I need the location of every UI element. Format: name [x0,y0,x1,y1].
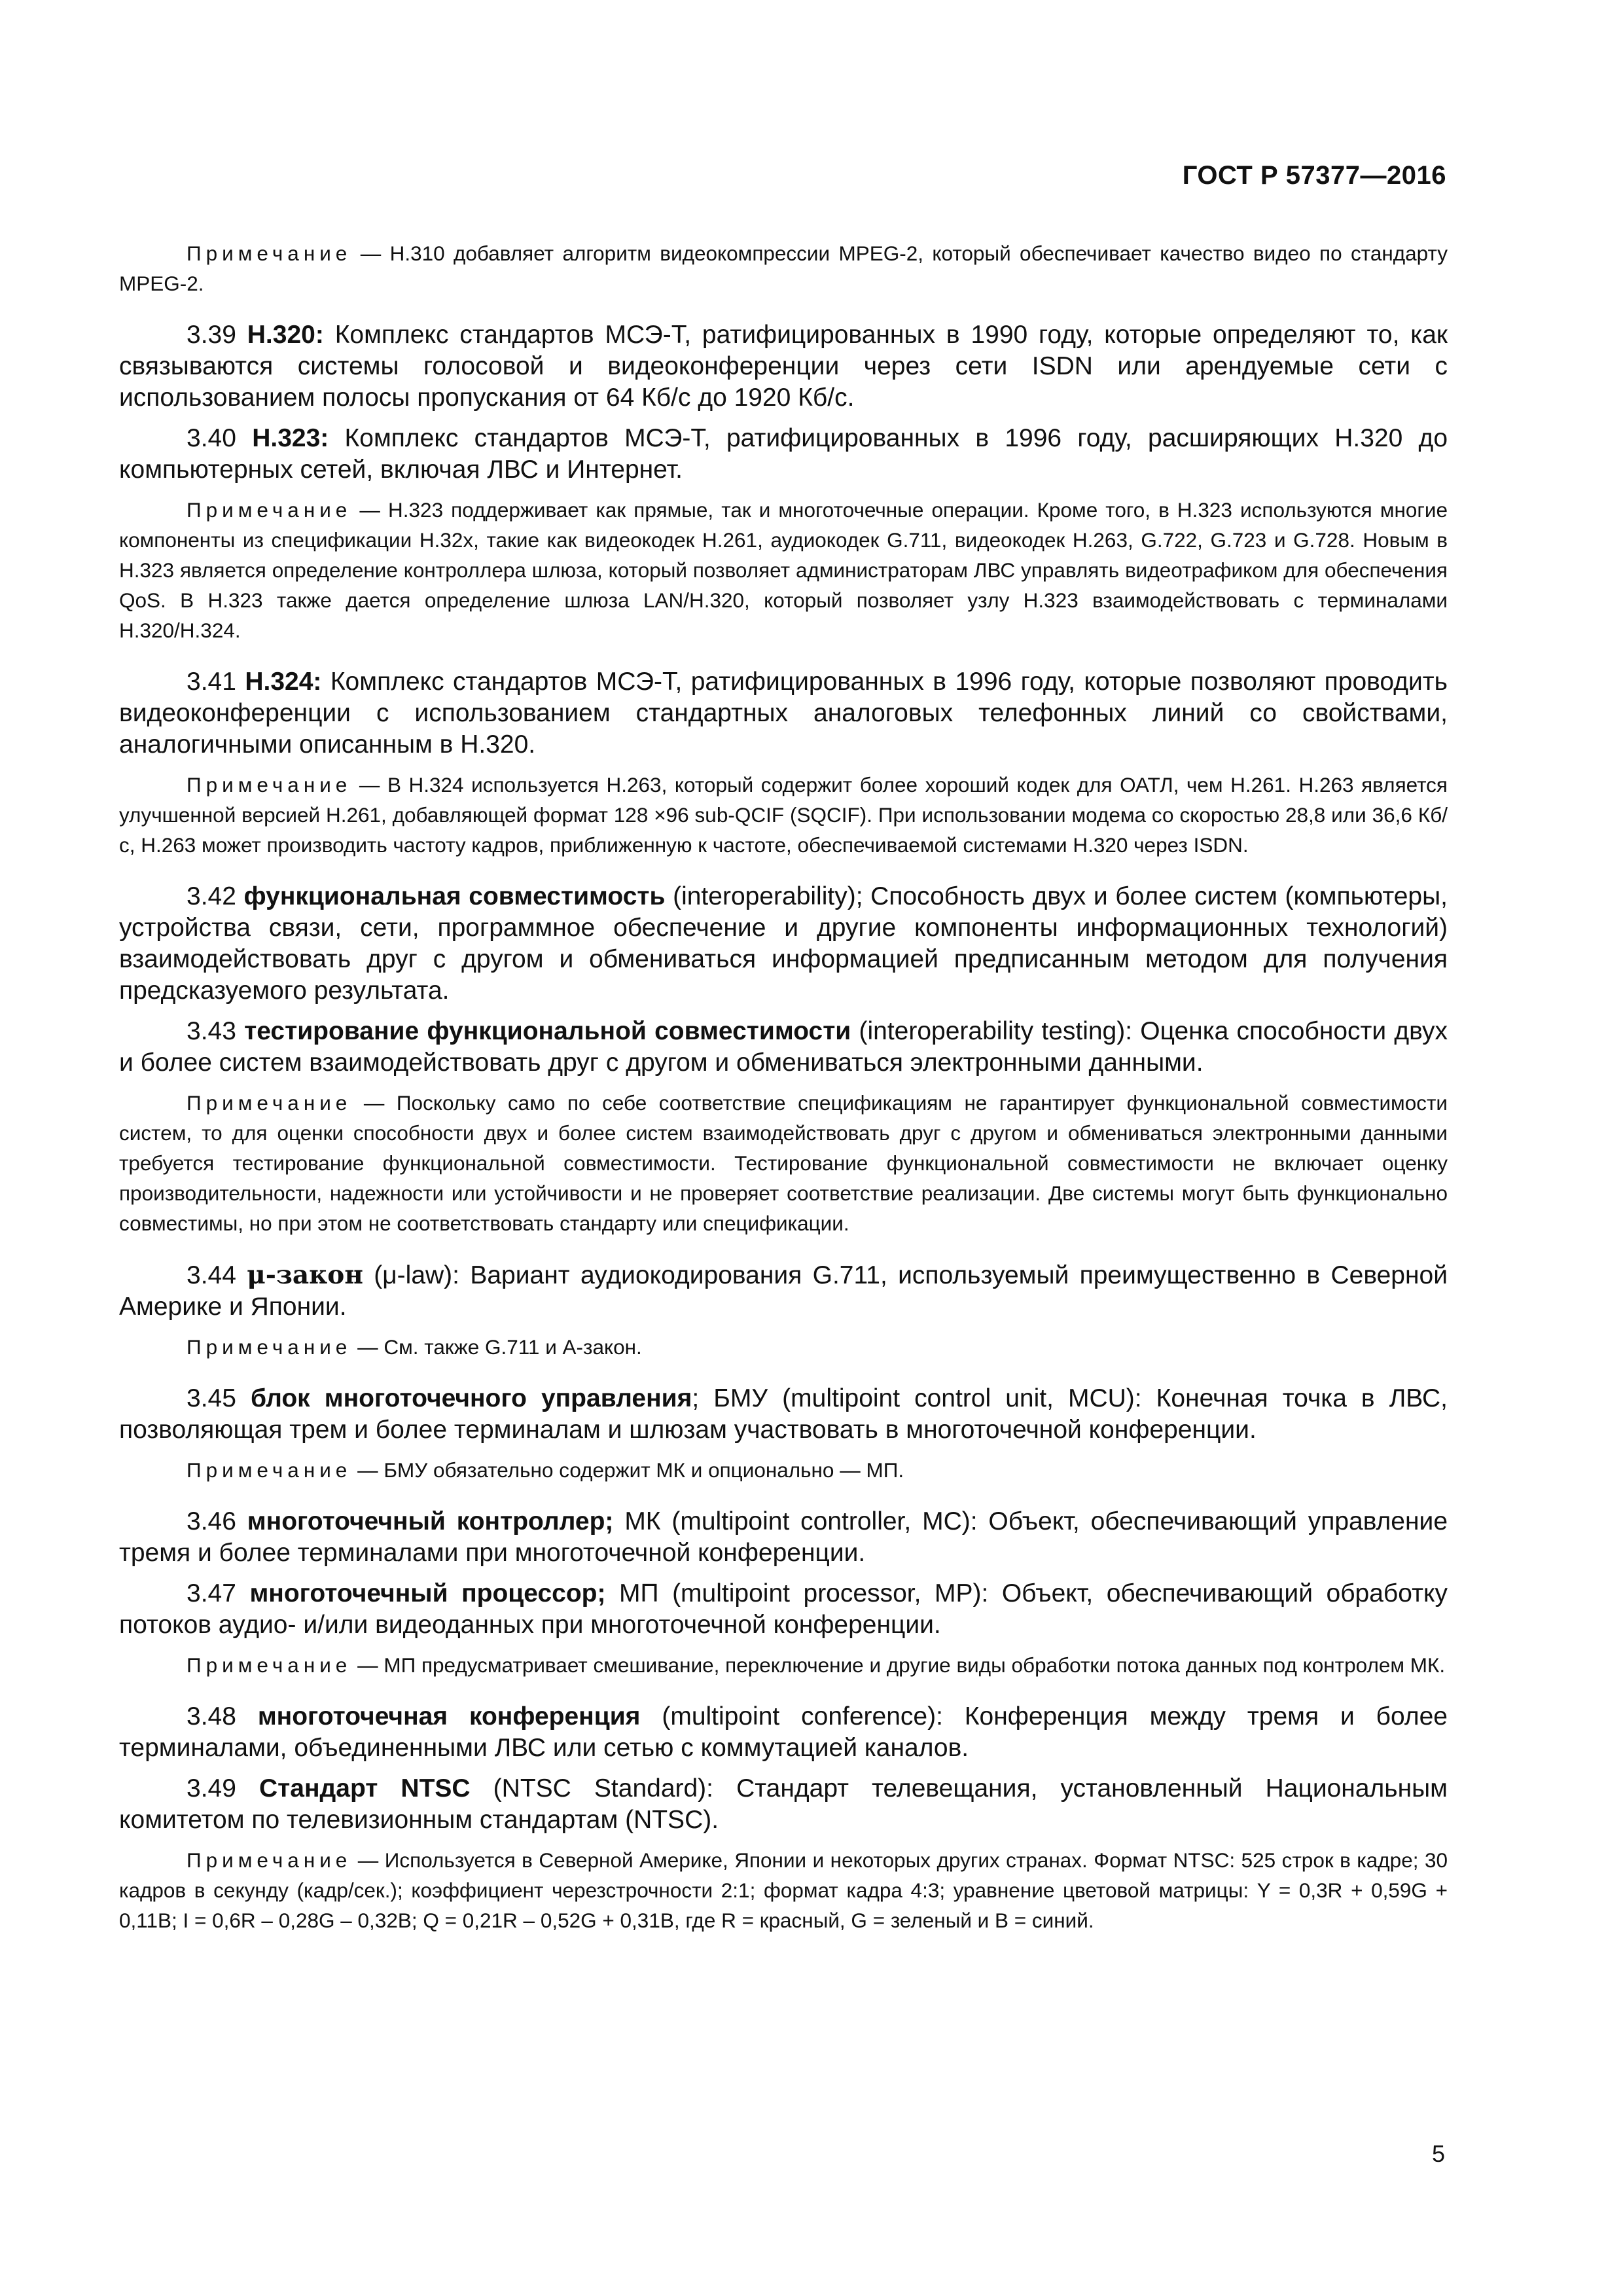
term-definition: ; БМУ (multipoint control unit, MCU): Конечная точка в ЛВС, позволяющая трем и более терминалам и шлюзам участвовать в многоточечной конференции. [119,1384,1448,1444]
note [119,770,1448,860]
term-name: H.323: [252,424,329,452]
note-dash: — [351,1458,384,1482]
term-number: 3.47 [187,1579,236,1607]
term-number: 3.46 [187,1507,236,1535]
term-name: многоточечный процессор; [249,1579,606,1607]
note-text: Используется в Северной Америке, Японии и некоторых других странах. Формат NTSC: 525 строк в кадре; 30 кадров в секунду (кадр/сек.); коэффициент черезстрочности 2:1; формат кадра 4:3; уравнение цветовой матрицы: Y = 0,3R + 0,59G + 0,11B; I = 0,6R – 0,28G – 0,32B; Q = 0,21R – 0,52G + 0,31B, где R = красный, G = зеленый и B = синий. [119,1848,1448,1932]
note-label: Примечание [187,1458,352,1482]
term-entry [119,423,1448,486]
document-body [119,229,1448,1956]
term-number: 3.42 [187,882,236,910]
term-name: H.320: [247,321,324,349]
term-name: тестирование функциональной совместимости [244,1017,851,1045]
note-dash: — [351,1848,385,1872]
term-entry [119,881,1448,1007]
term-definition: Комплекс стандартов МСЭ-Т, ратифицированных в 1996 году, которые позволяют проводить видеоконференции с использованием стандартных аналоговых телефонных линий со свойствами, аналогичными описанным в H.320. [119,668,1448,759]
term-number: 3.39 [187,321,236,349]
note [119,1332,1448,1362]
note [119,1650,1448,1680]
term-entry [119,1578,1448,1641]
term-definition: МП (multipoint processor, MP): Объект, обеспечивающий обработку потоков аудио- и/или видеоданных при многоточечной конференции. [119,1579,1448,1639]
note-label: Примечание [187,1335,352,1359]
term-name: многоточечная конференция [257,1702,641,1731]
note-label: Примечание [187,1653,352,1677]
term-entry [119,1701,1448,1764]
term-name: функциональная совместимость [243,882,666,910]
term-name: H.324: [245,668,322,696]
note-text: См. также G.711 и А-закон. [383,1335,642,1359]
term-number: 3.41 [187,668,236,696]
term-entry [119,1383,1448,1446]
term-definition: (interoperability testing): Оценка способности двух и более систем взаимодействовать друг с другом и обмениваться электронными данными. [119,1017,1448,1077]
term-entry [119,1773,1448,1836]
term-definition: (interoperability); Способность двух и более систем (компьютеры, устройства связи, сети, программное обеспечение и другие компоненты информационных технологий) взаимодействовать друг с другом и обмениваться информацией предписанным методом для получения предсказуемого результата. [119,882,1448,1005]
note [119,1845,1448,1935]
term-entry [119,666,1448,761]
note-dash: — [351,773,387,797]
note-text: МП предусматривает смешивание, переключение и другие виды обработки потока данных под контролем МК. [383,1653,1446,1677]
term-definition: (multipoint conference): Конференция между тремя и более терминалами, объединенными ЛВС или сетью с коммутацией каналов. [119,1702,1448,1762]
term-definition: (NTSC Standard): Стандарт телевещания, установленный Национальным комитетом по телевизионным стандартам (NTSC). [119,1774,1448,1834]
note-dash: — [351,1653,384,1677]
note-text: H.323 поддерживает как прямые, так и многоточечные операции. Кроме того, в H.323 используются многие компоненты из спецификации H.32x, такие как видеокодек H.261, аудиокодек G.711, видеокодек H.263, G.722, G.723 и G.728. Новым в H.323 является определение контроллера шлюза, который позволяет администраторам ЛВС управлять видеотрафиком для обеспечения QoS. В H.323 также дается определение шлюза LAN/H.320, который позволяет узлу H.323 взаимодействовать с терминалами H.320/H.324. [119,498,1448,642]
note-dash: — [351,1335,384,1359]
term-number: 3.44 [187,1261,236,1289]
page-number: 5 [1431,2140,1445,2167]
term-number: 3.45 [187,1384,236,1412]
note-dash: — [351,1091,397,1115]
term-definition: МК (multipoint controller, MC): Объект, обеспечивающий управление тремя и более терминалами при многоточечной конференции. [119,1507,1448,1567]
term-definition: (μ-law): Вариант аудиокодирования G.711, используемый преимущественно в Северной Америке и Японии. [119,1261,1448,1321]
note [119,238,1448,298]
document-header: ГОСТ Р 57377—2016 [1182,161,1446,190]
note-label: Примечание [187,242,352,265]
term-name: блок многоточечного управления [250,1384,692,1412]
term-definition: Комплекс стандартов МСЭ-Т, ратифицированных в 1996 году, расширяющих H.320 до компьютерных сетей, включая ЛВС и Интернет. [119,424,1448,484]
term-entry [119,1506,1448,1569]
term-entry [119,1259,1448,1323]
note-text: БМУ обязательно содержит МК и опционально — МП. [383,1458,904,1482]
term-entry [119,1016,1448,1079]
note-text: Поскольку само по себе соответствие спецификациям не гарантирует функциональной совместимости систем, то для оценки способности двух и более систем взаимодействовать друг с другом и обмениваться электронными данными требуется тестирование функциональной совместимости. Тестирование функциональной совместимости не включает оценку производительности, надежности или устойчивости и не проверяет соответствие реализации. Две системы могут быть функционально совместимы, но при этом не соответствовать стандарту или спецификации. [119,1091,1448,1235]
note [119,1088,1448,1238]
note-label: Примечание [187,773,352,797]
note [119,495,1448,645]
term-name: μ-закон [247,1260,363,1290]
note-label: Примечание [187,1848,352,1872]
note-dash: — [351,242,390,265]
term-number: 3.49 [187,1774,236,1803]
term-number: 3.43 [187,1017,236,1045]
note-text: В H.324 используется H.263, который содержит более хороший кодек для ОАТЛ, чем H.261. H.263 является улучшенной версией H.261, добавляющей формат 128 ×96 sub-QCIF (SQCIF). При использовании модема со скоростью 28,8 или 36,6 Кб/с, H.263 может производить частоту кадров, приближенную к частоте, обеспечиваемой системами H.320 через ISDN. [119,773,1448,857]
note-dash: — [351,498,389,522]
term-name: многоточечный контроллер; [247,1507,614,1535]
note-text: H.310 добавляет алгоритм видеокомпрессии MPEG-2, который обеспечивает качество видео по стандарту MPEG-2. [119,242,1448,295]
term-name: Стандарт NTSC [259,1774,471,1803]
note [119,1455,1448,1485]
term-number: 3.48 [187,1702,236,1731]
term-number: 3.40 [187,424,236,452]
term-definition: Комплекс стандартов МСЭ-Т, ратифицированных в 1990 году, которые определяют то, как связываются системы голосовой и видеоконференции через сети ISDN или арендуемые сети с использованием полосы пропускания от 64 Кб/с до 1920 Кб/с. [119,321,1448,412]
note-label: Примечание [187,498,352,522]
term-entry [119,319,1448,414]
note-label: Примечание [187,1091,352,1115]
